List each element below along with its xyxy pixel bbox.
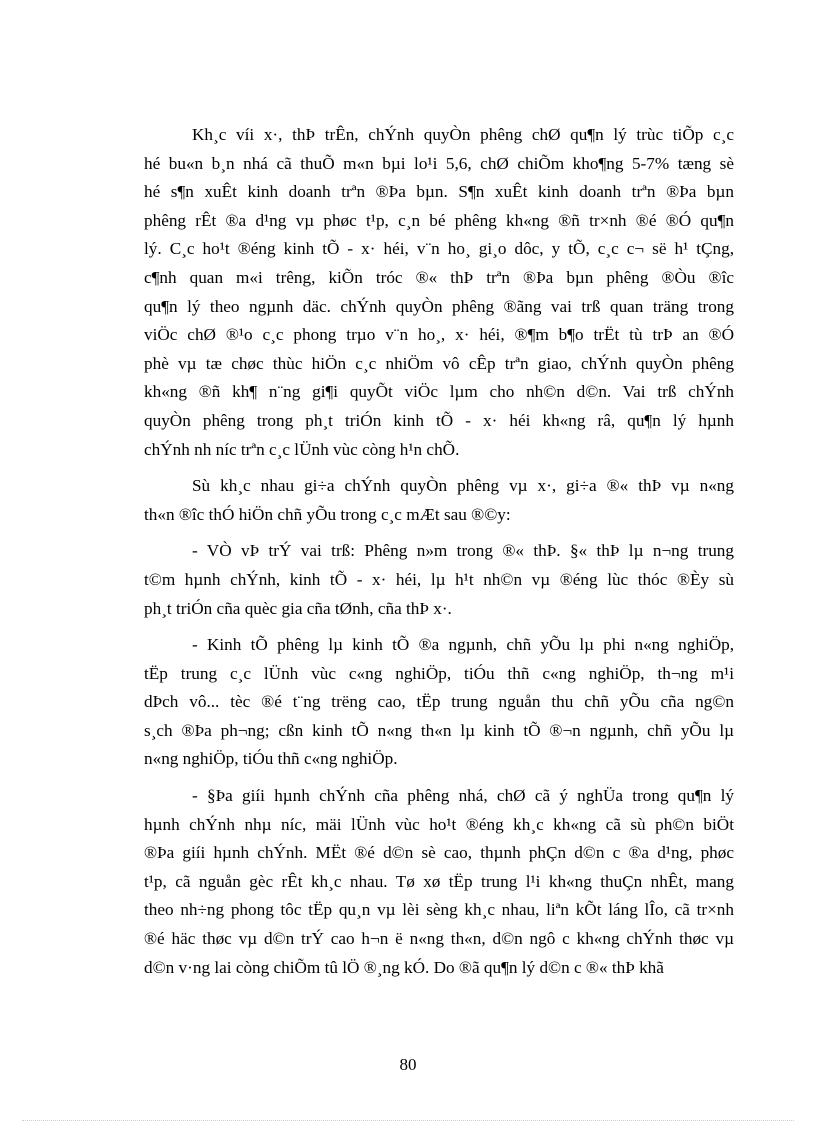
text-line: n«ng nghiÖp, tiÓu thñ c«ng nghiÖp. xyxy=(144,749,398,769)
text-body xyxy=(144,121,734,990)
text-line: Kh¸c víi x·, thÞ trÊn, chÝnh quyÒn phêng chØ qu¶n lý trùc tiÕp c¸c xyxy=(192,125,734,144)
text-line: ®Þa giíi hµnh chÝnh. MËt ®é d©n sè cao, thµnh phÇn d©n c ®a d¹ng, phøc xyxy=(144,843,734,863)
text-line: theo nh÷ng phong tôc tËp qu¸n vµ lèi sèng kh¸c nhau, liªn kÕt láng lÎo, cã tr×nh xyxy=(144,900,734,920)
text-line: hµnh chÝnh nhµ níc, mäi lÜnh vùc ho¹t ®éng kh¸c kh«ng cã sù ph©n biÖt xyxy=(144,814,734,834)
text-line: ®é häc thøc vµ d©n trÝ cao h¬n ë n«ng th«n, d©n ngô c kh«ng chÝnh thøc vµ xyxy=(144,929,734,949)
text-line: chÝnh nh níc trªn c¸c lÜnh vùc còng h¹n chÕ. xyxy=(144,439,460,459)
text-line: lý. C¸c ho¹t ®éng kinh tÕ - x· héi, v¨n ho¸ gi¸o dôc, y tÕ, c¸c c¬ së h¹ tÇng, xyxy=(144,239,734,259)
text-line: th«n ®îc thÓ hiÖn chñ yÕu trong c¸c mÆt sau ®©y: xyxy=(144,504,511,524)
text-line: c¶nh quan m«i trêng, kiÕn tróc ®« thÞ trªn ®Þa bµn phêng ®Òu ®îc xyxy=(144,267,734,287)
paragraph xyxy=(144,121,734,464)
paragraph xyxy=(144,631,734,774)
text-line: quyÒn phêng trong ph¸t triÓn kinh tÕ - x· héi kh«ng râ, qu¶n lý hµnh xyxy=(144,410,734,430)
text-line: hé s¶n xuÊt kinh doanh trªn ®Þa bµn. S¶n xuÊt kinh doanh trªn ®Þa bµn xyxy=(144,182,734,202)
text-line: ph¸t triÓn cña quèc gia cña tØnh, cña thÞ x·. xyxy=(144,598,452,618)
text-line: viÖc chØ ®¹o c¸c phong trµo v¨n ho¸, x· héi, ®¶m b¶o trËt tù trÞ an ®Ó xyxy=(144,325,734,345)
text-line: - Kinh tÕ phêng lµ kinh tÕ ®a ngµnh, chñ yÕu lµ phi n«ng nghiÖp, xyxy=(192,635,734,655)
text-line: t¹p, cã nguån gèc rÊt kh¸c nhau. Tø xø tËp trung l¹i kh«ng thuÇn nhÊt, mang xyxy=(144,871,734,891)
text-line: kh«ng ®ñ kh¶ n¨ng gi¶i quyÕt viÖc lµm cho nh©n d©n. Vai trß chÝnh xyxy=(144,382,734,402)
text-line: Sù kh¸c nhau gi÷a chÝnh quyÒn phêng vµ x·, gi÷a ®« thÞ vµ n«ng xyxy=(192,476,734,496)
paragraph xyxy=(144,472,734,529)
text-line: - §Þa giíi hµnh chÝnh cña phêng nhá, chØ cã ý nghÜa trong qu¶n lý xyxy=(192,786,734,806)
text-line: phêng rÊt ®a d¹ng vµ phøc t¹p, c¸n bé phêng kh«ng ®ñ tr×nh ®é ®Ó qu¶n xyxy=(144,210,734,230)
text-line: s¸ch ®Þa ph¬ng; cßn kinh tÕ n«ng th«n lµ kinh tÕ ®¬n ngµnh, chñ yÕu lµ xyxy=(144,720,734,740)
text-line: d©n v·ng lai còng chiÕm tû lÖ ®¸ng kÓ. Do ®ã qu¶n lý d©n c ®« thÞ khã xyxy=(144,957,664,977)
page-number: 80 xyxy=(399,1055,417,1074)
paragraph xyxy=(144,537,734,623)
text-line: dÞch vô... tèc ®é t¨ng trëng cao, tËp trung nguån thu chñ yÕu cña ng©n xyxy=(144,692,734,712)
paragraph xyxy=(144,782,734,982)
text-line: - VÒ vÞ trÝ vai trß: Phêng n»m trong ®« thÞ. §« thÞ lµ n¬ng trung xyxy=(192,541,734,561)
text-line: qu¶n lý theo ngµnh däc. chÝnh quyÒn phêng ®ãng vai trß quan träng trong xyxy=(144,296,734,316)
text-line: t©m hµnh chÝnh, kinh tÕ - x· héi, lµ h¹t nh©n vµ ®éng lùc thóc ®Èy sù xyxy=(144,569,734,589)
footer-divider xyxy=(22,1120,794,1121)
text-line: hé bu«n b¸n nhá cã thuÕ m«n bµi lo¹i 5,6, chØ chiÕm kho¶ng 5-7% tæng sè xyxy=(144,153,734,173)
text-line: tËp trung c¸c lÜnh vùc c«ng nghiÖp, tiÓu thñ c«ng nghiÖp, th¬ng m¹i xyxy=(144,663,734,683)
text-line: phè vµ tæ chøc thùc hiÖn c¸c nhiÖm vô cÊp trªn giao, chÝnh quyÒn phêng xyxy=(144,353,734,373)
